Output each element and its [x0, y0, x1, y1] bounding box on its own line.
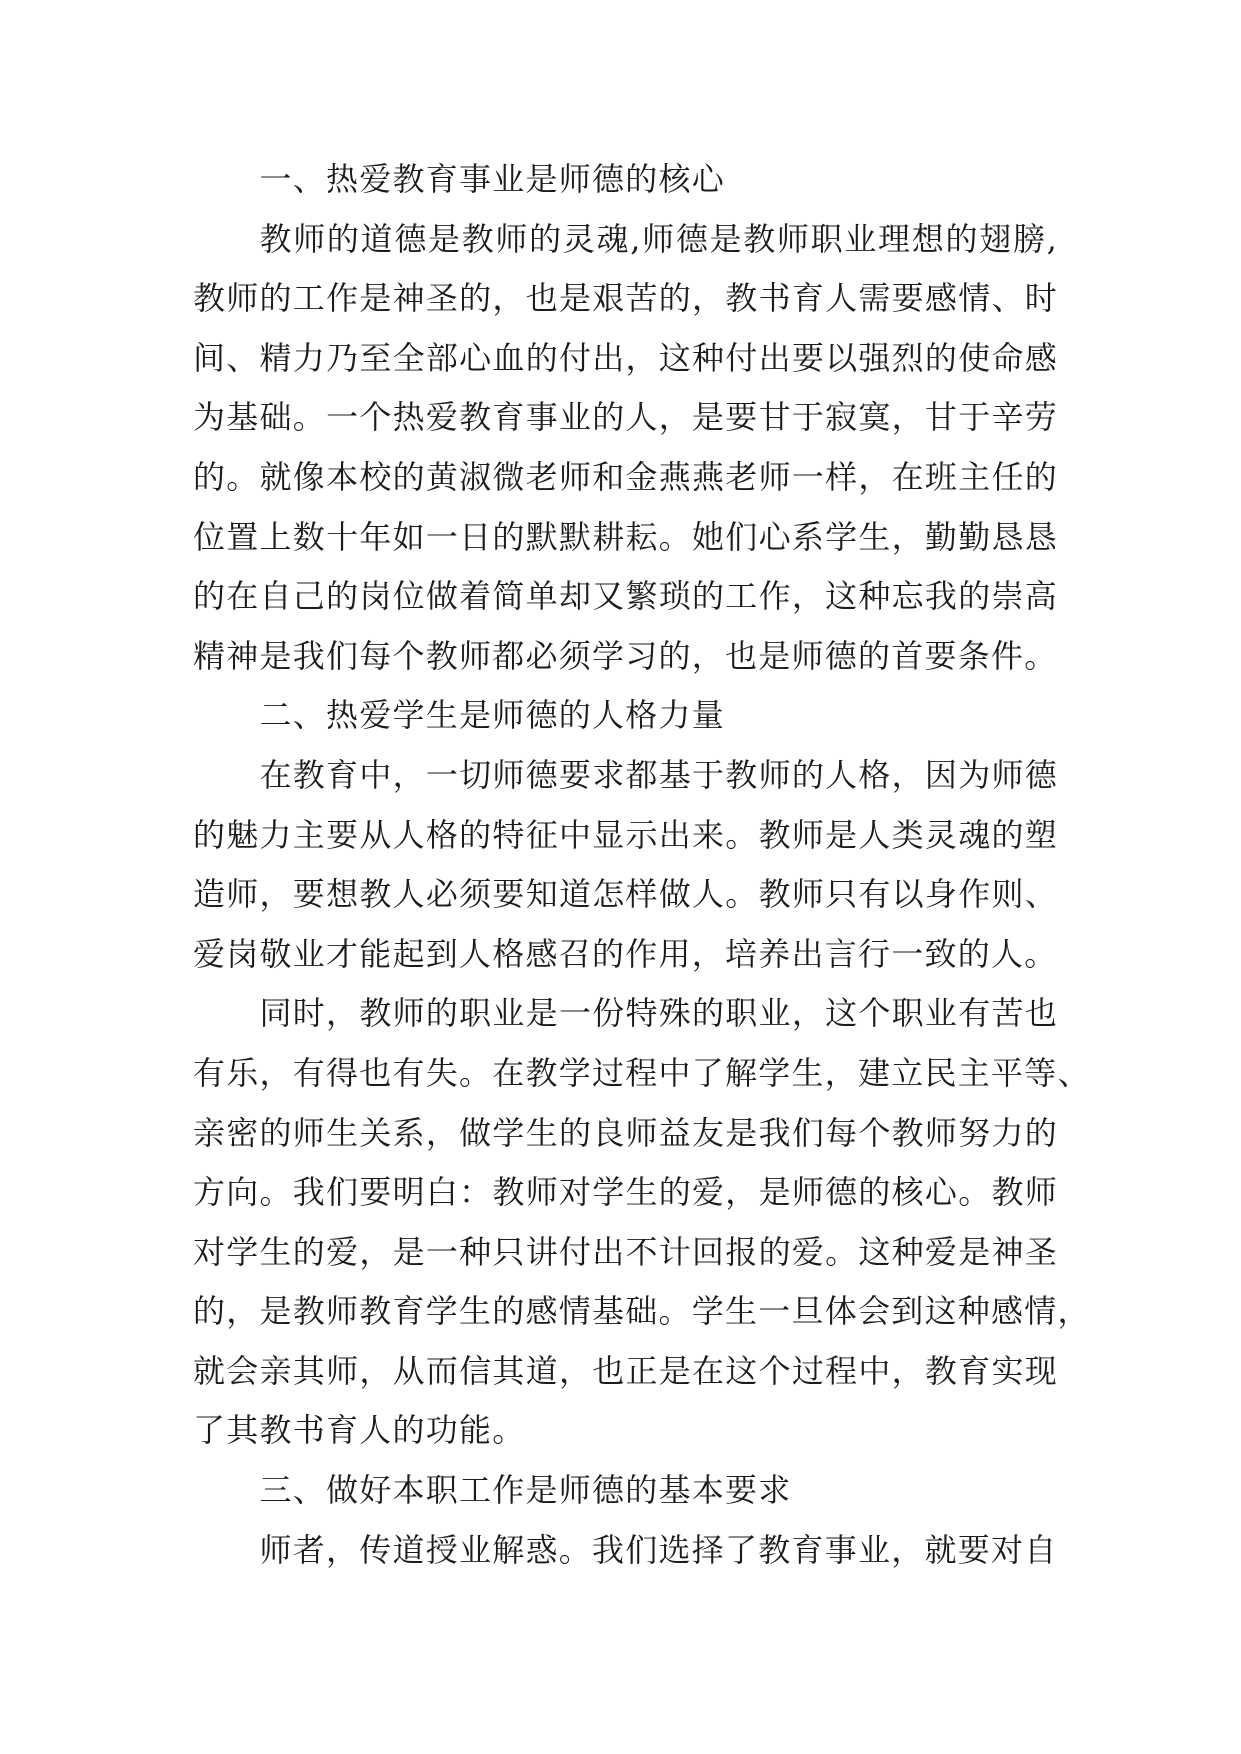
document-section — [193, 1461, 1058, 1580]
paragraph-line: 位置上数十年如一日的默默耕耘。她们心系学生，勤勤恳恳 — [193, 517, 1058, 556]
paragraph-line: 教师的道德是教师的灵魂,师德是教师职业理想的翅膀, — [259, 219, 1058, 258]
paragraph — [193, 746, 1058, 984]
paragraph-line: 教师的工作是神圣的，也是艰苦的，教书育人需要感情、时 — [193, 279, 1058, 318]
paragraph-line: 的，是教师教育学生的感情基础。学生一旦体会到这种感情， — [193, 1292, 1091, 1331]
paragraph-line: 有乐，有得也有失。在教学过程中了解学生，建立民主平等、 — [193, 1053, 1091, 1092]
paragraph-line: 精神是我们每个教师都必须学习的，也是师德的首要条件。 — [193, 636, 1058, 675]
paragraph-line: 师者，传道授业解惑。我们选择了教育事业，就要对自 — [259, 1530, 1058, 1569]
paragraph-line: 为基础。一个热爱教育事业的人，是要甘于寂寞，甘于辛劳 — [193, 398, 1058, 437]
paragraph-line: 爱岗敬业才能起到人格感召的作用，培养出言行一致的人。 — [193, 934, 1058, 973]
paragraph — [193, 984, 1091, 1461]
paragraph-line: 就会亲其师，从而信其道，也正是在这个过程中，教育实现 — [193, 1351, 1058, 1390]
section-heading: 三、做好本职工作是师德的基本要求 — [259, 1471, 792, 1510]
paragraph-line: 造师，要想教人必须要知道怎样做人。教师只有以身作则、 — [193, 875, 1058, 914]
document-section — [193, 150, 1058, 686]
document-body — [193, 150, 1091, 1580]
paragraph-line: 的。就像本校的黄淑微老师和金燕燕老师一样，在班主任的 — [193, 457, 1058, 496]
paragraph-line: 了其教书育人的功能。 — [193, 1411, 526, 1450]
paragraph-line: 亲密的师生关系，做学生的良师益友是我们每个教师努力的 — [193, 1113, 1058, 1152]
paragraph-line: 的在自己的岗位做着简单却又繁琐的工作，这种忘我的崇高 — [193, 577, 1058, 616]
paragraph-line: 对学生的爱，是一种只讲付出不计回报的爱。这种爱是神圣 — [193, 1232, 1058, 1271]
section-heading: 一、热爱教育事业是师德的核心 — [259, 160, 726, 198]
paragraph-line: 在教育中，一切师德要求都基于教师的人格，因为师德 — [259, 755, 1058, 794]
paragraph — [193, 1521, 1058, 1581]
section-heading: 二、热爱学生是师德的人格力量 — [259, 696, 726, 735]
paragraph — [193, 210, 1058, 687]
paragraph-line: 间、精力乃至全部心血的付出，这种付出要以强烈的使命感 — [193, 338, 1058, 377]
paragraph-line: 方向。我们要明白：教师对学生的爱，是师德的核心。教师 — [193, 1173, 1058, 1212]
document-section — [193, 686, 1091, 1461]
paragraph-line: 的魅力主要从人格的特征中显示出来。教师是人类灵魂的塑 — [193, 815, 1058, 854]
paragraph-line: 同时，教师的职业是一份特殊的职业，这个职业有苦也 — [259, 994, 1058, 1033]
